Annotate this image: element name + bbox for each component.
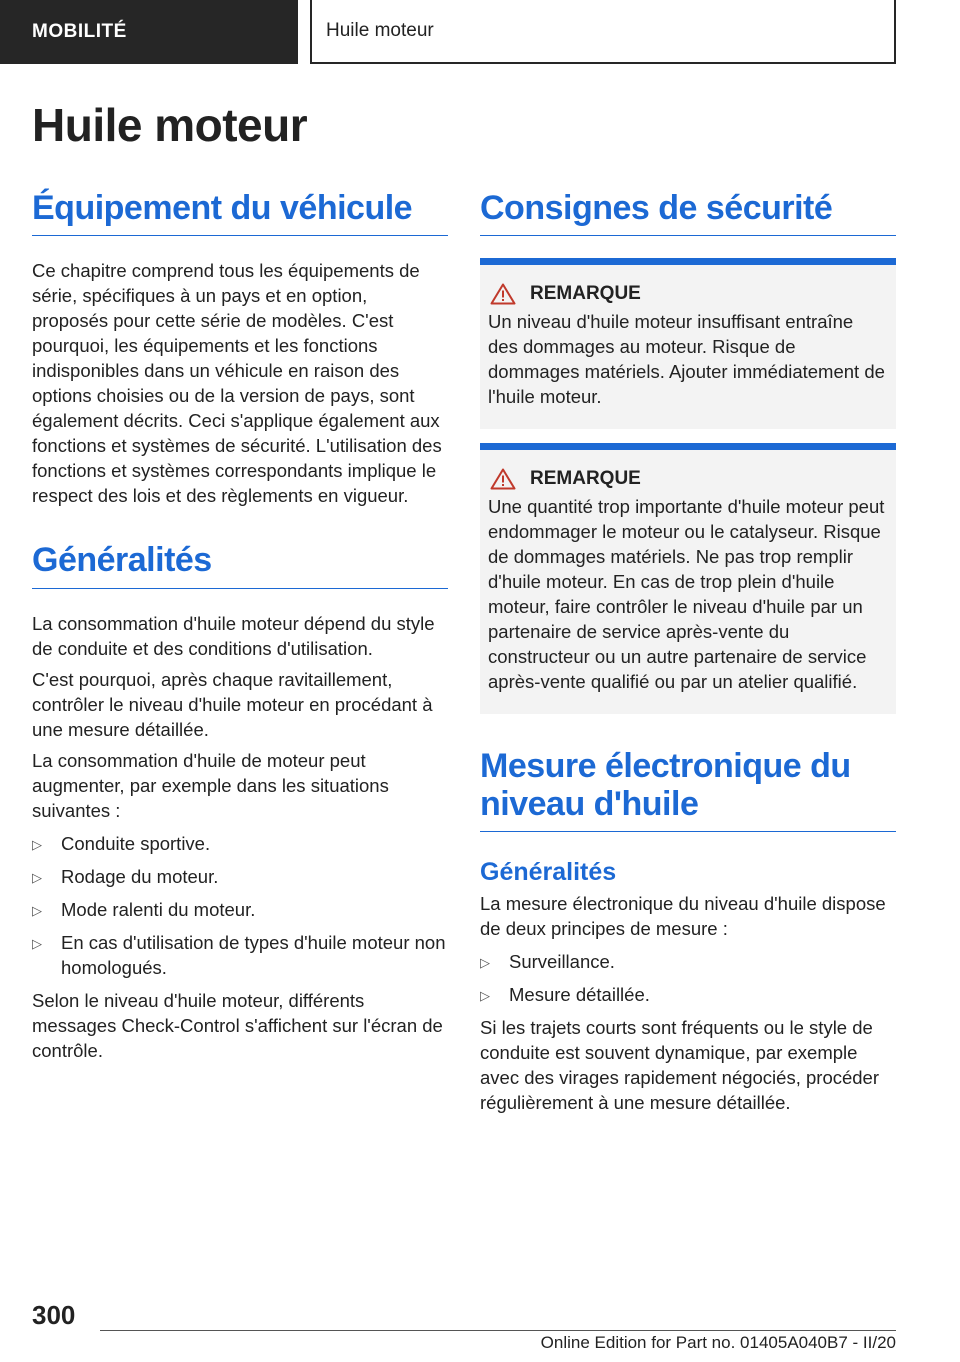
measure-paragraph-2: Si les trajets courts sont fréquents ou le style de conduite est souvent dynamique, par exemple avec des virages rapidement négociés, procéder régulièrement à une mesure détaillée. — [480, 1017, 880, 1114]
warning-triangle-icon — [490, 283, 516, 305]
section-title-equipment: Équipement du véhicule — [32, 190, 448, 236]
list-item: ▷ Mesure détaillée. — [480, 982, 896, 1007]
general-paragraph-1: La consommation d'huile moteur dépend du style de conduite et des conditions d'utilisation. — [32, 612, 435, 659]
triangle-right-outline-icon: ▷ — [480, 988, 490, 1004]
section-title-electronic-measure: Mesure électronique du niveau d'huile — [480, 748, 896, 832]
consumption-list — [32, 831, 448, 980]
warning-triangle-icon — [490, 468, 516, 490]
measure-paragraph-1: La mesure électronique du niveau d'huile dispose de deux principes de mesure : — [480, 893, 886, 940]
page-title: Huile moteur — [32, 99, 308, 151]
triangle-right-outline-icon: ▷ — [32, 869, 42, 885]
right-column — [480, 190, 896, 1121]
list-item: ▷ Mode ralenti du moteur. — [32, 897, 448, 922]
notice-title: REMARQUE — [530, 468, 641, 490]
triangle-right-outline-icon: ▷ — [480, 955, 490, 971]
measure-list — [480, 949, 896, 1007]
subsection-title-general: Généralités — [480, 858, 617, 887]
list-item: ▷ Conduite sportive. — [32, 831, 448, 856]
list-item: ▷ Rodage du moteur. — [32, 864, 448, 889]
footer-divider — [100, 1330, 896, 1331]
left-column — [32, 190, 448, 1069]
notice-text: Une quantité trop importante d'huile moteur peut endommager le moteur ou le catalyseur. Risque de dommages matériels. Ne pas trop remplir d'huile moteur. En cas de trop plein d'huile moteur, faire contrôler le niveau d'huile par un partenaire de service après-vente du constructeur ou un autre partenaire de service après-vente qualifié ou par un atelier qualifié. — [488, 496, 885, 693]
notice-box-2 — [480, 443, 896, 714]
general-paragraph-4: Selon le niveau d'huile moteur, différents messages Check-Control s'affichent sur l'écran de contrôle. — [32, 989, 443, 1061]
notice-title: REMARQUE — [530, 283, 641, 305]
section-title-safety: Consignes de sécurité — [480, 190, 896, 236]
list-item: ▷ Surveillance. — [480, 949, 896, 974]
section-tab: MOBILITÉ — [0, 0, 298, 64]
general-paragraph-3: La consommation d'huile de moteur peut augmenter, par exemple dans les situations suivantes : — [32, 749, 389, 821]
chapter-tab: Huile moteur — [310, 0, 896, 64]
notice-box-1 — [480, 258, 896, 429]
list-item: ▷ En cas d'utilisation de types d'huile moteur non homologués. — [32, 931, 446, 978]
page-header — [0, 0, 960, 66]
triangle-right-outline-icon: ▷ — [32, 902, 42, 918]
triangle-right-outline-icon: ▷ — [32, 935, 42, 951]
page-number: 300 — [32, 1300, 76, 1330]
notice-text: Un niveau d'huile moteur insuffisant entraîne des dommages au moteur. Risque de dommages matériels. Ajouter immédiatement de l'huile moteur. — [488, 311, 885, 408]
triangle-right-outline-icon: ▷ — [32, 836, 42, 852]
general-paragraph-2: C'est pourquoi, après chaque ravitaillement, contrôler le niveau d'huile moteur en procédant à une mesure détaillée. — [32, 668, 433, 740]
equipment-text: Ce chapitre comprend tous les équipements de série, spécifiques à un pays et en option, proposés pour cette série de modèles. C'est pourquoi, les équipements et les fonctions indisponibles dans un véhicule en raison des options choisies ou de la version de pays, sont également décrits. Ceci s'applique également aux fonctions et systèmes de sécurité. L'utilisation des fonctions et systèmes correspondants implique le respect des lois et des règlements en vigueur. — [32, 260, 442, 507]
section-title-general: Généralités — [32, 542, 448, 588]
footer-edition: Online Edition for Part no. 01405A040B7 - II/20 — [540, 1333, 896, 1352]
